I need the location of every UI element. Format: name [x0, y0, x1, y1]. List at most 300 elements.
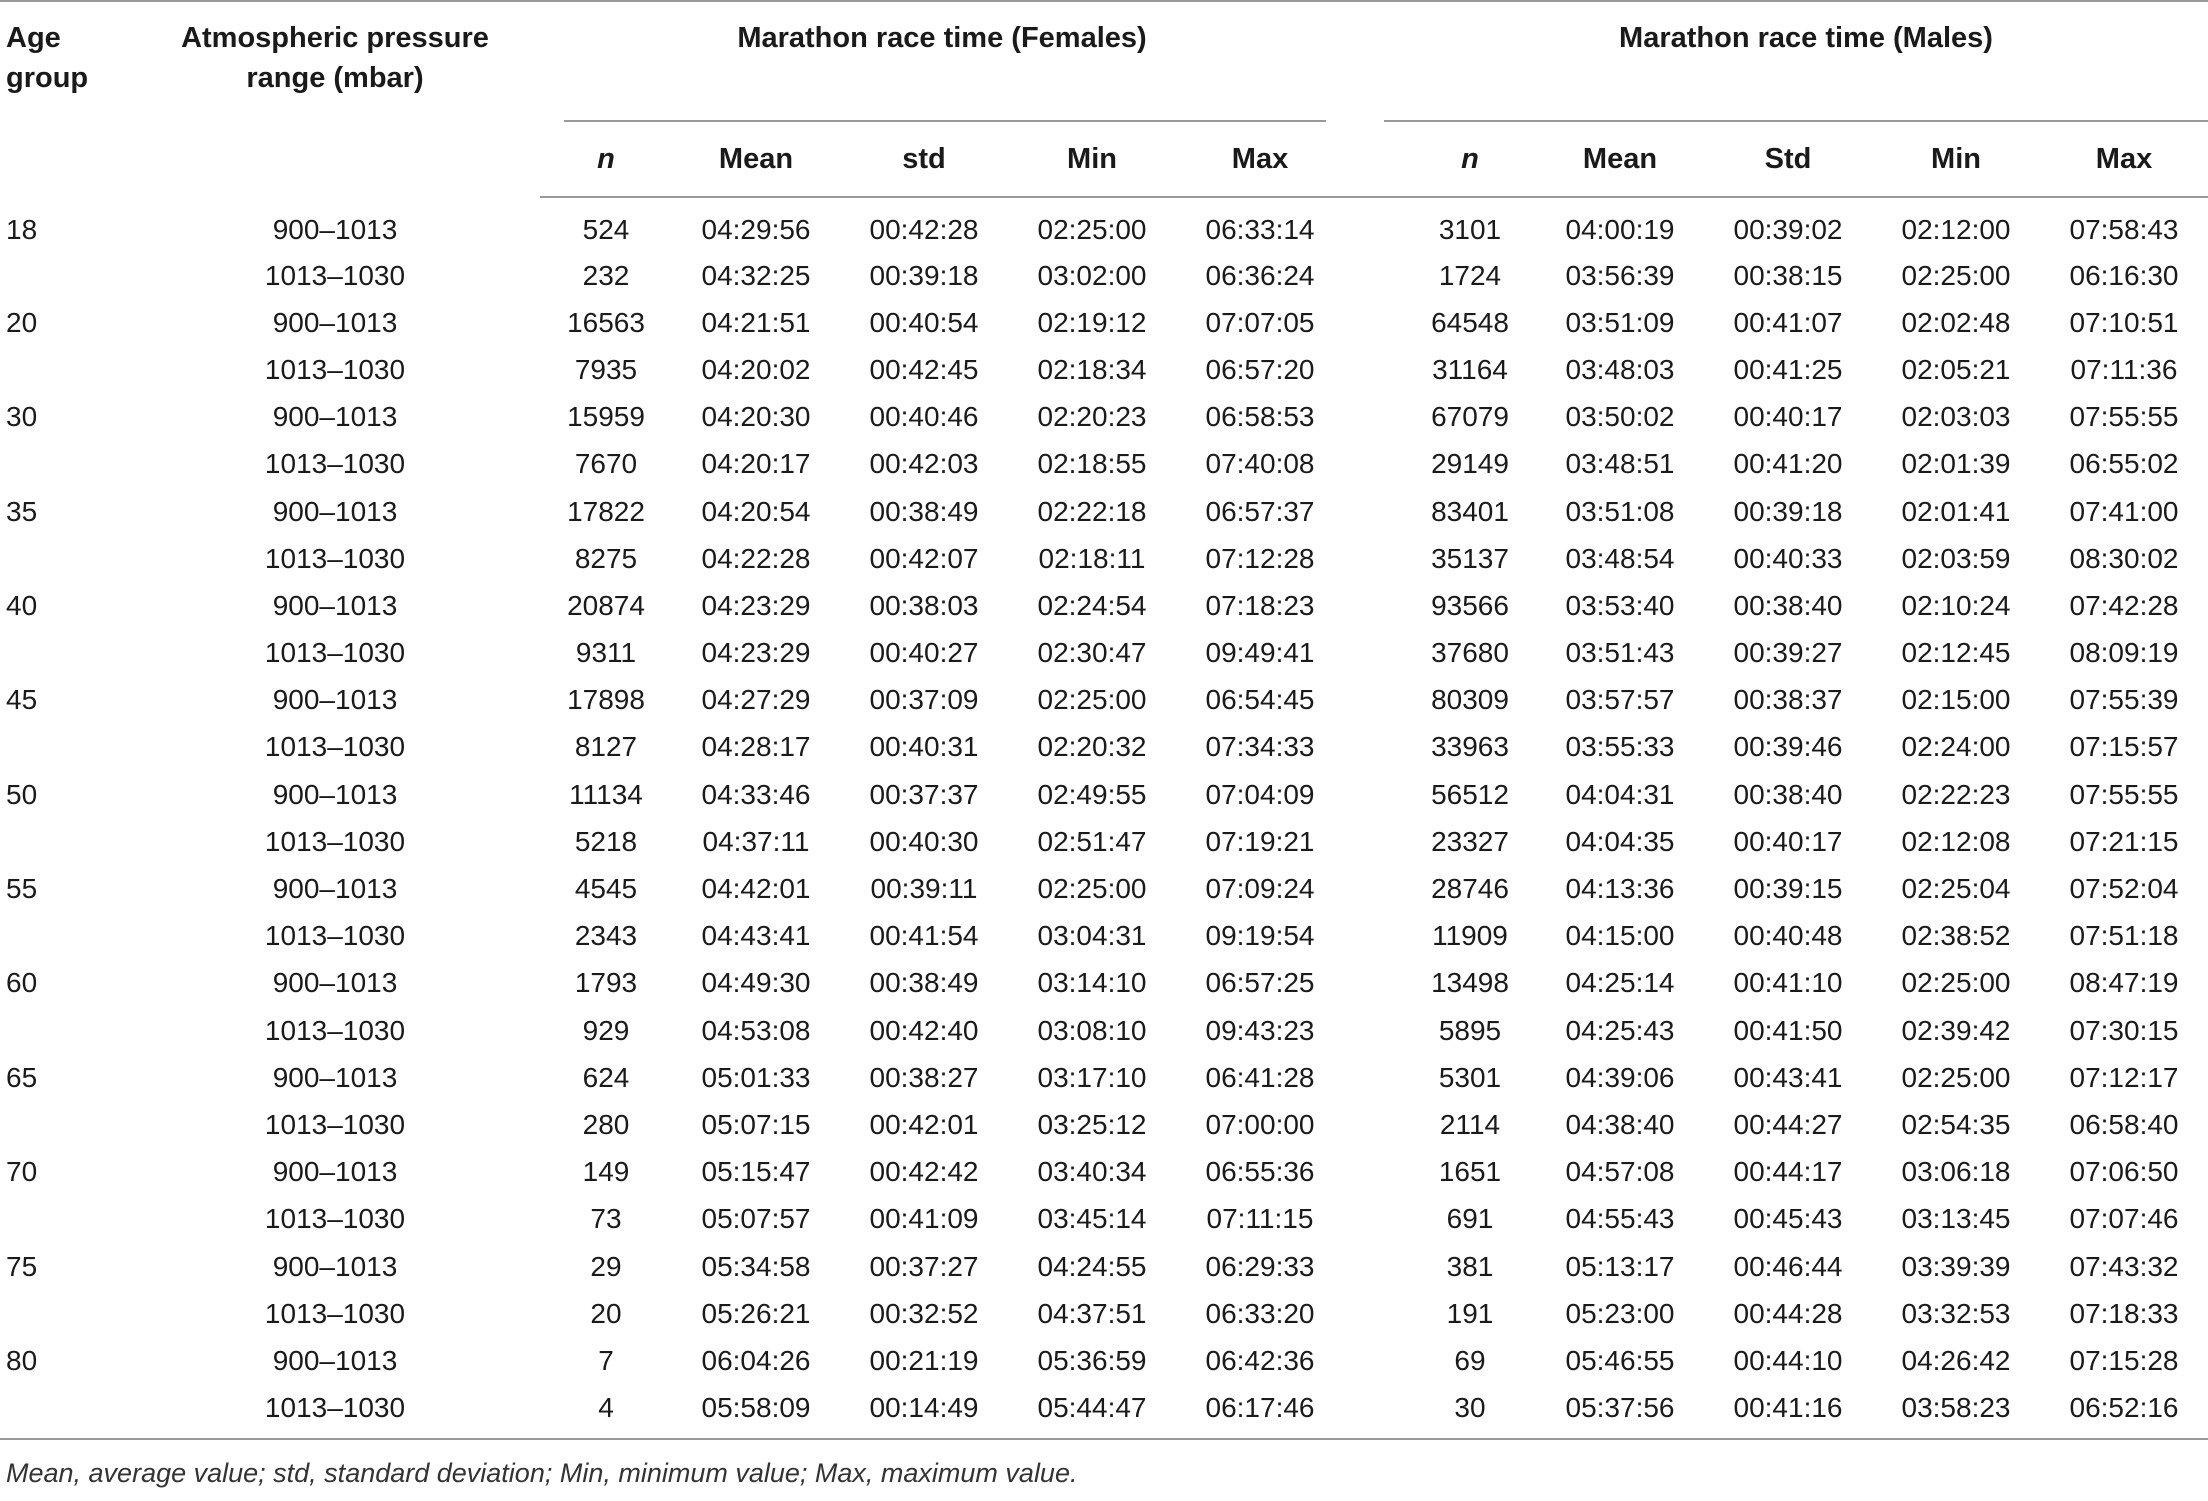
female-max-cell: 06:17:46 — [1176, 1385, 1344, 1439]
male-mean-cell: 03:51:09 — [1565, 306, 1675, 338]
male-mean-cell: 04:13:36 — [1565, 873, 1675, 905]
row-gap — [1344, 1337, 1404, 1384]
female-n-cell: 524 — [582, 214, 630, 245]
male-min-cell: 04:26:42 — [1901, 1344, 2011, 1376]
female-min-cell: 02:18:34 — [1037, 353, 1147, 385]
female-min-cell: 02:24:54 — [1037, 589, 1147, 621]
table-row — [0, 197, 2208, 252]
male-std-cell: 00:46:44 — [1733, 1250, 1843, 1282]
male-n-cell: 93566 — [1431, 589, 1509, 621]
female-max-cell: 06:58:53 — [1205, 401, 1315, 433]
male-max-cell: 08:09:19 — [2069, 637, 2179, 669]
female-n-cell: 232 — [582, 259, 630, 291]
age-group-cell: 30 — [6, 401, 38, 433]
male-n-cell: 13498 — [1431, 967, 1509, 999]
female-min-cell: 02:51:47 — [1037, 825, 1147, 857]
male-max-cell: 07:12:17 — [2069, 1061, 2179, 1093]
female-mean-cell: 04:20:17 — [701, 448, 811, 480]
table-row — [0, 299, 2208, 346]
male-max-cell: 07:58:43 — [2069, 214, 2179, 245]
female-std-cell: 00:38:27 — [869, 1061, 979, 1093]
female-max-cell: 06:42:36 — [1205, 1344, 1315, 1376]
female-std-cell: 00:42:28 — [869, 214, 979, 245]
male-n-header: n — [1404, 122, 1536, 197]
male-n-cell: 28746 — [1431, 873, 1509, 905]
male-mean-cell: 04:15:00 — [1565, 920, 1675, 952]
male-std-cell: 00:44:28 — [1733, 1297, 1843, 1329]
female-n-cell: 624 — [582, 1061, 630, 1093]
male-min-cell: 02:12:45 — [1901, 637, 2011, 669]
male-std-header: Std — [1704, 122, 1872, 197]
female-std-cell: 00:41:09 — [869, 1203, 979, 1235]
row-gap — [1344, 1243, 1404, 1290]
female-min-cell: 04:24:55 — [1037, 1250, 1147, 1282]
age-group-header: Age group — [6, 22, 89, 94]
male-max-cell: 08:47:19 — [2069, 967, 2179, 999]
male-std-cell: 00:38:37 — [1733, 684, 1843, 716]
pressure-range-cell: 1013–1030 — [264, 1014, 406, 1046]
male-max-cell: 07:51:18 — [2069, 920, 2179, 952]
female-min-cell: 02:19:12 — [1037, 306, 1147, 338]
male-std-cell: 00:38:40 — [1733, 589, 1843, 621]
female-min-cell: 03:02:00 — [1037, 259, 1147, 291]
pressure-range-cell: 1013–1030 — [264, 1203, 406, 1235]
male-mean-cell: 04:39:06 — [1565, 1061, 1675, 1093]
female-n-cell: 15959 — [567, 401, 645, 433]
male-max-header: Max — [2040, 122, 2208, 197]
female-std-cell: 00:42:01 — [869, 1108, 979, 1140]
male-n-cell: 691 — [1446, 1203, 1494, 1235]
female-mean-cell: 04:23:29 — [701, 637, 811, 669]
male-mean-cell: 03:55:33 — [1565, 731, 1675, 763]
male-max-cell: 07:21:15 — [2069, 825, 2179, 857]
female-max-cell: 06:57:37 — [1205, 495, 1315, 527]
male-mean-cell: 04:00:19 — [1565, 214, 1675, 245]
table-row — [0, 252, 2208, 299]
row-gap — [1344, 535, 1404, 582]
row-gap — [1344, 252, 1404, 299]
row-gap — [1344, 1196, 1404, 1243]
male-max-cell: 06:52:16 — [2040, 1385, 2208, 1439]
male-mean-cell: 03:56:39 — [1565, 259, 1675, 291]
age-group-cell — [0, 252, 130, 299]
male-mean-cell: 04:25:43 — [1565, 1014, 1675, 1046]
male-min-cell: 02:02:48 — [1901, 306, 2011, 338]
pressure-range-header: Atmospheric pressure range (mbar) — [181, 22, 489, 94]
female-max-cell: 07:34:33 — [1205, 731, 1315, 763]
female-n-cell: 149 — [582, 1156, 630, 1188]
pressure-range-cell: 900–1013 — [272, 1250, 398, 1282]
male-min-cell: 02:12:08 — [1901, 825, 2011, 857]
female-min-cell: 03:40:34 — [1037, 1156, 1147, 1188]
female-n-cell: 7 — [598, 1344, 614, 1376]
male-n-cell: 33963 — [1431, 731, 1509, 763]
female-n-cell: 4545 — [574, 873, 638, 905]
male-min-cell: 02:03:03 — [1901, 401, 2011, 433]
female-std-cell: 00:40:54 — [869, 306, 979, 338]
female-std-cell: 00:42:42 — [869, 1156, 979, 1188]
pressure-range-cell: 900–1013 — [272, 306, 398, 338]
age-group-cell — [0, 1007, 130, 1054]
female-n-cell: 4 — [540, 1385, 672, 1439]
male-std-cell: 00:38:40 — [1733, 778, 1843, 810]
female-std-cell: 00:21:19 — [869, 1344, 979, 1376]
female-mean-cell: 04:21:51 — [701, 306, 811, 338]
female-std-cell: 00:42:07 — [869, 542, 979, 574]
male-mean-cell: 03:50:02 — [1565, 401, 1675, 433]
female-mean-cell: 04:20:02 — [701, 353, 811, 385]
female-min-cell: 03:25:12 — [1037, 1108, 1147, 1140]
male-std-cell: 00:44:27 — [1733, 1108, 1843, 1140]
female-max-cell: 07:40:08 — [1205, 448, 1315, 480]
row-gap — [1344, 630, 1404, 677]
female-max-cell: 06:55:36 — [1205, 1156, 1315, 1188]
male-mean-header: Mean — [1536, 122, 1704, 197]
male-std-cell: 00:41:10 — [1733, 967, 1843, 999]
age-group-cell — [0, 1290, 130, 1337]
male-max-cell: 07:52:04 — [2069, 873, 2179, 905]
male-std-cell: 00:41:25 — [1733, 353, 1843, 385]
female-mean-cell: 04:33:46 — [701, 778, 811, 810]
table-row — [0, 1101, 2208, 1148]
male-max-cell: 07:06:50 — [2069, 1156, 2179, 1188]
row-gap — [1344, 913, 1404, 960]
female-min-cell: 02:20:23 — [1037, 401, 1147, 433]
female-min-cell: 05:44:47 — [1008, 1385, 1176, 1439]
age-group-cell — [0, 818, 130, 865]
pressure-range-cell: 1013–1030 — [264, 731, 406, 763]
male-n-cell: 5895 — [1438, 1014, 1502, 1046]
male-mean-cell: 04:04:35 — [1565, 825, 1675, 857]
table-row — [0, 677, 2208, 724]
age-group-cell: 40 — [6, 589, 38, 621]
male-n-cell: 1651 — [1438, 1156, 1502, 1188]
male-n-cell: 23327 — [1431, 825, 1509, 857]
male-std-cell: 00:40:17 — [1733, 825, 1843, 857]
female-n-cell: 2343 — [574, 920, 638, 952]
male-std-cell: 00:45:43 — [1733, 1203, 1843, 1235]
female-max-cell: 07:18:23 — [1205, 589, 1315, 621]
male-mean-cell: 03:53:40 — [1565, 589, 1675, 621]
female-min-cell: 03:04:31 — [1037, 920, 1147, 952]
row-gap — [1344, 488, 1404, 535]
male-min-cell: 02:03:59 — [1901, 542, 2011, 574]
table-row — [0, 1007, 2208, 1054]
male-max-cell: 07:55:55 — [2069, 778, 2179, 810]
male-n-cell: 381 — [1446, 1250, 1494, 1282]
male-max-cell: 07:30:15 — [2069, 1014, 2179, 1046]
female-max-cell: 07:07:05 — [1205, 306, 1315, 338]
female-min-cell: 02:22:18 — [1037, 495, 1147, 527]
age-group-cell: 50 — [6, 778, 38, 810]
male-mean-cell: 05:23:00 — [1565, 1297, 1675, 1329]
table-footnote: Mean, average value; std, standard deviation; Min, minimum value; Max, maximum value. — [6, 1458, 1078, 1488]
table-row — [0, 394, 2208, 441]
male-n-cell: 83401 — [1431, 495, 1509, 527]
pressure-range-cell: 900–1013 — [272, 684, 398, 716]
pressure-range-cell: 1013–1030 — [264, 448, 406, 480]
female-n-header: n — [540, 122, 672, 197]
row-gap — [1344, 394, 1404, 441]
male-mean-cell: 05:13:17 — [1565, 1250, 1675, 1282]
male-mean-cell: 05:37:56 — [1536, 1385, 1704, 1439]
age-group-cell: 55 — [6, 873, 38, 905]
male-mean-cell: 03:48:54 — [1565, 542, 1675, 574]
pressure-range-cell: 1013–1030 — [264, 825, 406, 857]
male-mean-cell: 03:51:08 — [1565, 495, 1675, 527]
female-std-cell: 00:40:27 — [869, 637, 979, 669]
male-std-cell: 00:40:48 — [1733, 920, 1843, 952]
female-max-cell: 07:11:15 — [1206, 1203, 1314, 1235]
male-n-cell: 191 — [1446, 1297, 1494, 1329]
pressure-range-cell: 1013–1030 — [264, 353, 406, 385]
female-mean-header: Mean — [672, 122, 840, 197]
male-min-cell: 02:15:00 — [1901, 684, 2011, 716]
female-mean-cell: 05:07:57 — [701, 1203, 811, 1235]
males-group-rule — [1384, 120, 2208, 122]
female-max-cell: 06:57:20 — [1205, 353, 1315, 385]
male-n-cell: 35137 — [1431, 542, 1509, 574]
male-max-cell: 07:10:51 — [2069, 306, 2179, 338]
female-min-cell: 02:25:00 — [1037, 684, 1147, 716]
female-mean-cell: 04:43:41 — [701, 920, 811, 952]
male-min-cell: 03:32:53 — [1901, 1297, 2011, 1329]
male-max-cell: 07:41:00 — [2069, 495, 2179, 527]
pressure-range-cell: 900–1013 — [272, 1344, 398, 1376]
male-min-cell: 02:10:24 — [1901, 589, 2011, 621]
female-std-cell: 00:37:09 — [869, 684, 979, 716]
table-row — [0, 960, 2208, 1007]
male-std-cell: 00:39:46 — [1733, 731, 1843, 763]
female-std-cell: 00:40:31 — [869, 731, 979, 763]
female-std-cell: 00:37:37 — [869, 778, 979, 810]
table-row — [0, 630, 2208, 677]
female-min-cell: 03:08:10 — [1037, 1014, 1147, 1046]
male-min-cell: 02:01:39 — [1901, 448, 2011, 480]
pressure-range-cell: 900–1013 — [272, 1156, 398, 1188]
male-std-cell: 00:40:33 — [1733, 542, 1843, 574]
male-mean-cell: 05:46:55 — [1565, 1344, 1675, 1376]
age-group-cell: 75 — [6, 1250, 38, 1282]
table-row — [0, 865, 2208, 912]
female-min-cell: 05:36:59 — [1037, 1344, 1147, 1376]
male-min-cell: 02:39:42 — [1901, 1014, 2011, 1046]
female-max-cell: 06:29:33 — [1205, 1250, 1315, 1282]
pressure-range-cell: 900–1013 — [272, 873, 398, 905]
female-n-cell: 20 — [590, 1297, 622, 1329]
row-gap — [1344, 441, 1404, 488]
female-min-cell: 02:30:47 — [1037, 637, 1147, 669]
male-std-cell: 00:44:17 — [1733, 1156, 1843, 1188]
female-std-cell: 00:14:49 — [840, 1385, 1008, 1439]
female-std-header: std — [840, 122, 1008, 197]
female-max-cell: 06:33:20 — [1205, 1297, 1315, 1329]
female-n-cell: 7935 — [574, 353, 638, 385]
male-max-cell: 07:55:55 — [2069, 401, 2179, 433]
female-max-cell: 07:12:28 — [1205, 542, 1315, 574]
female-min-cell: 02:25:00 — [1037, 873, 1147, 905]
pressure-range-cell: 1013–1030 — [130, 1385, 540, 1439]
pressure-range-cell: 1013–1030 — [264, 1108, 406, 1140]
table-row — [0, 724, 2208, 771]
male-max-cell: 07:15:57 — [2069, 731, 2179, 763]
male-min-cell: 02:38:52 — [1901, 920, 2011, 952]
row-gap — [1344, 960, 1404, 1007]
female-mean-cell: 05:01:33 — [701, 1061, 811, 1093]
age-group-cell: 65 — [6, 1061, 38, 1093]
table-row — [0, 1385, 2208, 1439]
male-mean-cell: 03:48:03 — [1565, 353, 1675, 385]
male-max-cell: 07:55:39 — [2069, 684, 2179, 716]
table-row — [0, 1149, 2208, 1196]
pressure-range-cell: 1013–1030 — [264, 920, 406, 952]
age-group-cell — [0, 1385, 130, 1439]
female-min-cell: 04:37:51 — [1037, 1297, 1147, 1329]
female-min-cell: 03:45:14 — [1037, 1203, 1147, 1235]
female-max-cell: 07:04:09 — [1205, 778, 1315, 810]
pressure-range-cell: 900–1013 — [272, 1061, 398, 1093]
male-std-cell: 00:40:17 — [1733, 401, 1843, 433]
age-group-cell — [0, 1101, 130, 1148]
male-max-cell: 07:07:46 — [2069, 1203, 2179, 1235]
female-min-cell: 02:49:55 — [1037, 778, 1147, 810]
table-row — [0, 441, 2208, 488]
pressure-range-cell: 900–1013 — [272, 967, 398, 999]
row-gap — [1344, 724, 1404, 771]
female-mean-cell: 04:29:56 — [701, 214, 811, 245]
female-std-cell: 00:42:40 — [869, 1014, 979, 1046]
female-n-cell: 29 — [590, 1250, 622, 1282]
male-max-cell: 07:18:33 — [2069, 1297, 2179, 1329]
female-std-cell: 00:39:18 — [869, 259, 979, 291]
male-std-cell: 00:41:16 — [1704, 1385, 1872, 1439]
table-row — [0, 346, 2208, 393]
pressure-range-cell: 900–1013 — [272, 495, 398, 527]
female-mean-cell: 04:22:28 — [701, 542, 811, 574]
male-mean-cell: 03:48:51 — [1565, 448, 1675, 480]
female-max-header: Max — [1176, 122, 1344, 197]
male-std-cell: 00:39:18 — [1733, 495, 1843, 527]
row-gap — [1344, 299, 1404, 346]
male-max-cell: 07:15:28 — [2069, 1344, 2179, 1376]
male-n-cell: 30 — [1404, 1385, 1536, 1439]
table-row — [0, 1243, 2208, 1290]
table-row — [0, 1196, 2208, 1243]
female-std-cell: 00:40:30 — [869, 825, 979, 857]
female-mean-cell: 04:20:30 — [701, 401, 811, 433]
female-mean-cell: 05:34:58 — [701, 1250, 811, 1282]
female-n-cell: 16563 — [567, 306, 645, 338]
male-min-cell: 02:24:00 — [1901, 731, 2011, 763]
row-gap — [1344, 1290, 1404, 1337]
male-n-cell: 5301 — [1438, 1061, 1502, 1093]
female-mean-cell: 04:49:30 — [701, 967, 811, 999]
male-std-cell: 00:41:07 — [1733, 306, 1843, 338]
female-mean-cell: 04:42:01 — [701, 873, 811, 905]
age-group-cell: 80 — [6, 1344, 38, 1376]
pressure-range-cell: 900–1013 — [272, 589, 398, 621]
male-n-cell: 2114 — [1439, 1108, 1501, 1140]
age-group-cell: 70 — [6, 1156, 38, 1188]
male-n-cell: 11909 — [1432, 920, 1508, 952]
female-max-cell: 09:19:54 — [1205, 920, 1315, 952]
male-min-header: Min — [1872, 122, 2040, 197]
female-n-cell: 11134 — [569, 778, 643, 810]
female-mean-cell: 04:53:08 — [701, 1014, 811, 1046]
female-n-cell: 8275 — [574, 542, 638, 574]
female-max-cell: 09:43:23 — [1205, 1014, 1315, 1046]
male-n-cell: 31164 — [1432, 353, 1508, 385]
female-std-cell: 00:40:46 — [869, 401, 979, 433]
female-mean-cell: 04:28:17 — [701, 731, 811, 763]
female-min-cell: 02:25:00 — [1037, 214, 1147, 245]
female-std-cell: 00:38:03 — [869, 589, 979, 621]
table-row — [0, 1290, 2208, 1337]
female-n-cell: 1793 — [574, 967, 638, 999]
female-min-cell: 03:14:10 — [1037, 967, 1147, 999]
row-gap — [1344, 677, 1404, 724]
row-gap — [1344, 818, 1404, 865]
male-mean-cell: 04:04:31 — [1565, 778, 1675, 810]
male-min-cell: 02:25:00 — [1901, 1061, 2011, 1093]
female-std-cell: 00:39:11 — [870, 873, 978, 905]
age-group-cell — [0, 535, 130, 582]
male-mean-cell: 03:51:43 — [1565, 637, 1675, 669]
header-gap — [1344, 122, 1404, 197]
male-n-cell: 80309 — [1431, 684, 1509, 716]
female-min-cell: 02:18:55 — [1037, 448, 1147, 480]
pressure-range-cell: 900–1013 — [272, 213, 398, 245]
male-std-cell: 00:41:50 — [1733, 1014, 1843, 1046]
female-mean-cell: 05:15:47 — [701, 1156, 811, 1188]
age-group-cell: 18 — [6, 213, 38, 245]
male-min-cell: 03:13:45 — [1901, 1203, 2011, 1235]
age-group-cell: 60 — [6, 967, 38, 999]
male-std-cell: 00:44:10 — [1733, 1344, 1843, 1376]
female-min-cell: 02:20:32 — [1037, 731, 1147, 763]
row-gap — [1344, 1054, 1404, 1101]
female-max-cell: 07:00:00 — [1205, 1108, 1315, 1140]
row-gap — [1344, 582, 1404, 629]
male-std-cell: 00:39:02 — [1733, 214, 1843, 245]
female-min-cell: 02:18:11 — [1038, 542, 1146, 574]
female-std-cell: 00:38:49 — [869, 967, 979, 999]
female-max-cell: 09:49:41 — [1205, 637, 1315, 669]
female-std-cell: 00:38:49 — [869, 495, 979, 527]
female-std-cell: 00:32:52 — [869, 1297, 979, 1329]
female-std-cell: 00:37:27 — [869, 1250, 979, 1282]
male-mean-cell: 04:57:08 — [1565, 1156, 1675, 1188]
female-max-cell: 06:57:25 — [1205, 967, 1315, 999]
male-min-cell: 03:06:18 — [1901, 1156, 2011, 1188]
male-n-cell: 67079 — [1431, 401, 1509, 433]
table-row — [0, 1337, 2208, 1384]
female-mean-cell: 04:37:11 — [702, 825, 810, 857]
male-max-cell: 07:42:28 — [2069, 589, 2179, 621]
male-n-cell: 1724 — [1438, 259, 1502, 291]
female-mean-cell: 05:26:21 — [701, 1297, 811, 1329]
pressure-range-cell: 900–1013 — [272, 401, 398, 433]
table-row — [0, 771, 2208, 818]
pressure-range-cell: 900–1013 — [272, 778, 398, 810]
female-min-cell: 03:17:10 — [1037, 1061, 1147, 1093]
female-n-cell: 7670 — [574, 448, 638, 480]
row-gap — [1344, 771, 1404, 818]
pressure-range-cell: 1013–1030 — [264, 259, 406, 291]
male-max-cell: 07:43:32 — [2069, 1250, 2179, 1282]
female-mean-cell: 04:32:25 — [701, 259, 811, 291]
male-min-cell: 02:54:35 — [1901, 1108, 2011, 1140]
